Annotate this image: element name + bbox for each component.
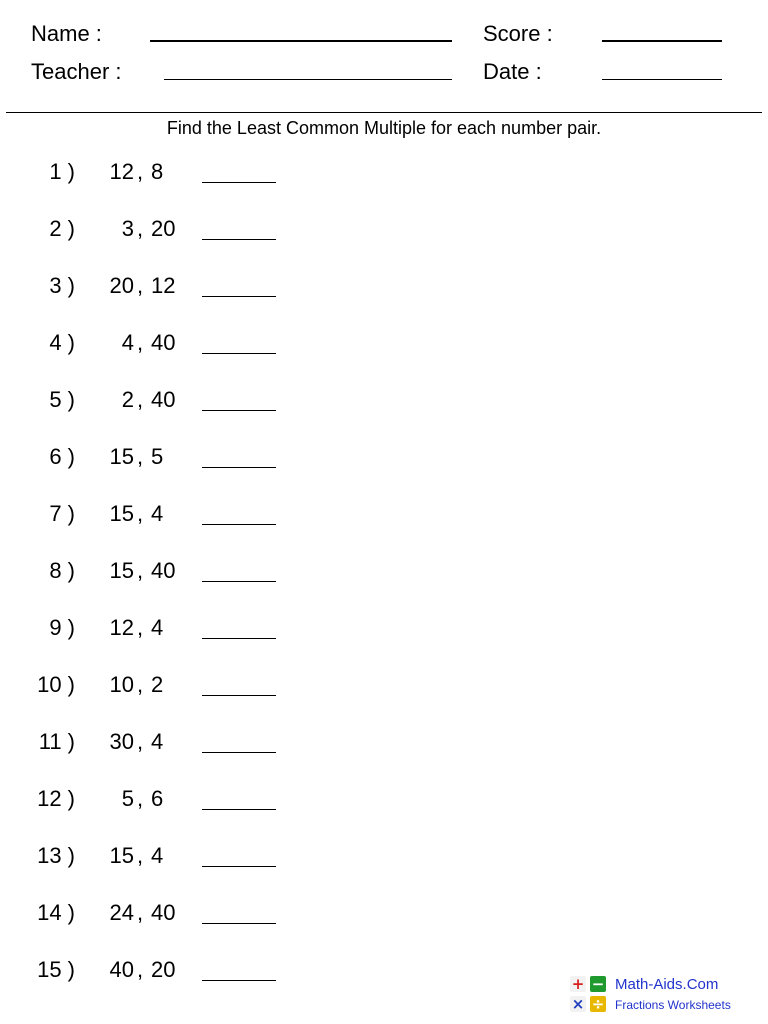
logo-subtitle: Fractions Worksheets [615,998,731,1012]
second-number: 40 [151,330,176,355]
problem-number: 7 ) [49,501,75,526]
answer-line[interactable] [202,353,276,354]
second-number: 20 [151,216,176,241]
problem-number: 10 ) [37,672,75,697]
problem-row [0,271,400,328]
problem-number: 1 ) [49,159,75,184]
problem-number: 2 ) [49,216,75,241]
problem-row [0,157,400,214]
first-number: 24 [109,900,134,925]
first-number: 3 [121,216,134,241]
problem-row [0,670,400,727]
problem-row [0,442,400,499]
first-number: 30 [109,729,134,754]
problem-number: 3 ) [49,273,75,298]
comma-separator: , [137,159,144,184]
score-label: Score : [483,21,553,46]
problem-row [0,556,400,613]
answer-line[interactable] [202,581,276,582]
problem-number: 11 ) [38,729,75,754]
comma-separator: , [137,843,144,868]
answer-line[interactable] [202,410,276,411]
problem-number: 15 ) [37,957,75,982]
problem-row [0,841,400,898]
answer-line[interactable] [202,182,276,183]
second-number: 2 [151,672,164,697]
logo-title[interactable]: Math-Aids.Com [615,976,719,993]
second-number: 40 [151,900,176,925]
problem-number: 8 ) [49,558,75,583]
comma-separator: , [137,786,144,811]
comma-separator: , [137,273,144,298]
second-number: 4 [151,843,164,868]
problem-number: 6 ) [49,444,75,469]
comma-separator: , [137,672,144,697]
header-divider [6,112,762,113]
second-number: 6 [151,786,164,811]
second-number: 40 [151,558,176,583]
divide-icon: ÷ [591,995,605,1013]
first-number: 15 [109,444,134,469]
date-label: Date : [483,59,542,84]
first-number: 15 [109,558,134,583]
first-number: 15 [109,501,134,526]
problem-number: 14 ) [37,900,75,925]
answer-line[interactable] [202,467,276,468]
name-answer-line[interactable] [150,40,452,42]
minus-icon: − [591,975,605,993]
problem-row [0,214,400,271]
teacher-label: Teacher : [31,59,122,84]
problem-number: 4 ) [49,330,75,355]
comma-separator: , [137,615,144,640]
problem-row [0,727,400,784]
answer-line[interactable] [202,524,276,525]
comma-separator: , [137,216,144,241]
answer-line[interactable] [202,296,276,297]
second-number: 4 [151,501,164,526]
comma-separator: , [137,444,144,469]
problem-number: 13 ) [37,843,75,868]
answer-line[interactable] [202,923,276,924]
problem-row [0,613,400,670]
problem-number: 12 ) [37,786,75,811]
answer-line[interactable] [202,980,276,981]
comma-separator: , [137,501,144,526]
answer-line[interactable] [202,809,276,810]
answer-line[interactable] [202,866,276,867]
second-number: 5 [151,444,164,469]
problem-row [0,898,400,955]
second-number: 40 [151,387,176,412]
first-number: 10 [109,672,134,697]
second-number: 12 [151,273,176,298]
math-aids-logo [570,976,760,1016]
comma-separator: , [137,558,144,583]
answer-line[interactable] [202,695,276,696]
first-number: 12 [109,615,134,640]
operations-icon [570,976,608,1014]
second-number: 8 [151,159,164,184]
plus-icon: + [571,975,585,993]
comma-separator: , [137,957,144,982]
answer-line[interactable] [202,239,276,240]
teacher-answer-line[interactable] [164,79,452,80]
comma-separator: , [137,387,144,412]
answer-line[interactable] [202,638,276,639]
score-answer-line[interactable] [602,40,722,42]
times-icon: × [571,995,585,1013]
first-number: 4 [121,330,134,355]
name-label: Name : [31,21,102,46]
problem-row [0,385,400,442]
date-answer-line[interactable] [602,79,722,80]
second-number: 20 [151,957,176,982]
first-number: 12 [109,159,134,184]
comma-separator: , [137,330,144,355]
second-number: 4 [151,615,164,640]
first-number: 20 [109,273,134,298]
comma-separator: , [137,729,144,754]
problem-row [0,499,400,556]
first-number: 5 [121,786,134,811]
problem-row [0,955,400,1012]
answer-line[interactable] [202,752,276,753]
first-number: 2 [121,387,134,412]
second-number: 4 [151,729,164,754]
problem-number: 5 ) [49,387,75,412]
instructions: Find the Least Common Multiple for each number pair. [166,118,602,138]
first-number: 40 [109,957,134,982]
first-number: 15 [109,843,134,868]
problem-number: 9 ) [49,615,75,640]
comma-separator: , [137,900,144,925]
problem-list [0,157,400,1012]
problem-row [0,328,400,385]
problem-row [0,784,400,841]
